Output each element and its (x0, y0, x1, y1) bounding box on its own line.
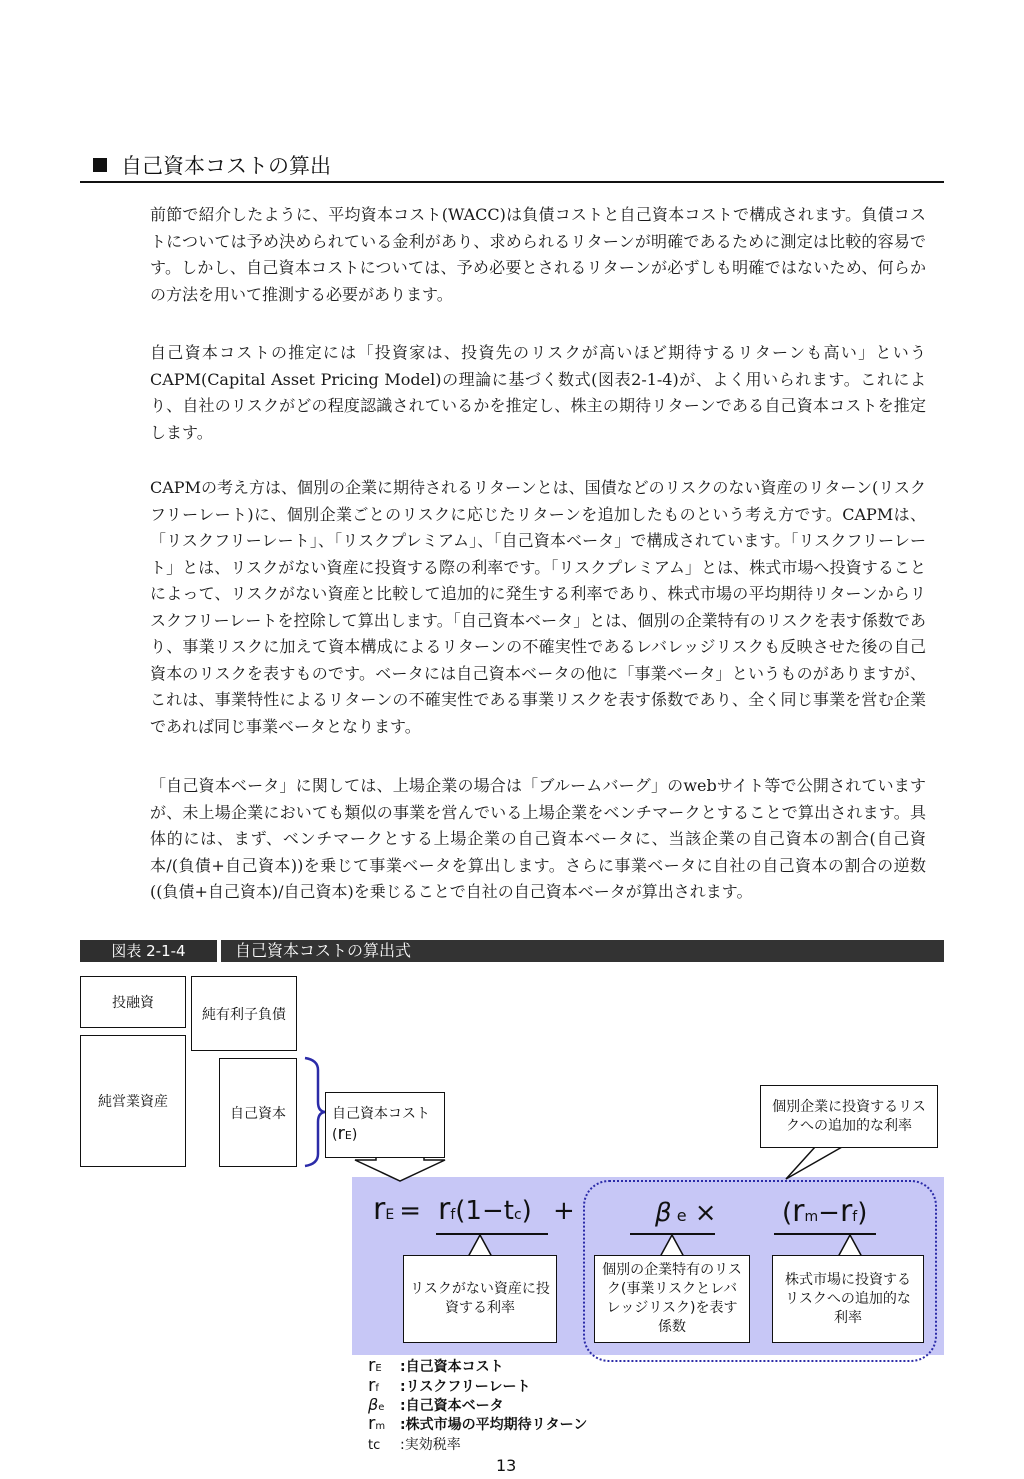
formula-lhs: rE = (373, 1192, 422, 1227)
callout-market: 株式市場に投資するリスクへの追加的な利率 (772, 1255, 924, 1343)
callout-equity-cost-line2: (rE) (332, 1123, 358, 1144)
paragraph-3: CAPMの考え方は、個別の企業に期待されるリターンとは、国債などのリスクのない資産のリターン(リスクフリーレート)に、個別企業ごとのリスクに応じたリターンを追加したものという考え方です。CAPMは、「リスクフリーレート」、「リスクプレミアム」、「自己資本ベータ」で構成されています。「リスクフリーレート」とは、リスクがない資産に投資する際の利率です。「リスクプレミアム」とは、株式市場へ投資することによって、リスクがない資産と比較して追加的に発生する利率であり、株式市場の平均期待リターンからリスクフリーレートを控除して算出します。「自己資本ベータ」とは、個別の企業特有のリスクを表す係数であり、事業リスクに加えて資本構成によるリターンの不確実性であるレバレッジリスクも反映させた後の自己資本のリスクを表すものです。ベータには自己資本ベータの他に「事業ベータ」というものがありますが、これは、事業特性によるリターンの不確実性である事業リスクを表す係数であり、全く同じ事業を営む企業であれば同じ事業ベータとなります。 (150, 478, 926, 736)
page-number: 13 (496, 1456, 517, 1475)
market-underline (774, 1233, 876, 1235)
callout-beta: 個別の企業特有のリスク(事業リスクとレバレッジリスク)を表す係数 (594, 1255, 750, 1343)
figure-title: 自己資本コストの算出式 (235, 941, 412, 960)
equity-cost-pointer (355, 1156, 445, 1181)
legend-item-rm: rm :株式市場の平均期待リターン (368, 1413, 588, 1434)
box-equity: 自己資本 (219, 1058, 297, 1167)
callout-equity-cost (325, 1092, 445, 1158)
box-net-operating-assets: 純営業資産 (80, 1035, 186, 1167)
beta-underline (630, 1233, 715, 1235)
callout-individual-risk: 個別企業に投資するリスクへの追加的な利率 (760, 1085, 938, 1148)
formula-market-premium-term: (rm−rf) (782, 1194, 868, 1229)
box-investment: 投融資 (80, 976, 186, 1028)
legend-item-tc: tc :実効税率 (368, 1437, 461, 1453)
legend-item-rf: rf :リスクフリーレート (368, 1375, 531, 1396)
formula-riskfree-term: rf(1−tc) (438, 1192, 532, 1227)
equity-brace (305, 1058, 326, 1166)
formula-beta-term: β e × (655, 1198, 717, 1228)
paragraph-2: 自己資本コストの推定には「投資家は、投資先のリスクが高いほど期待するリターンも高い」というCAPM(Capital Asset Pricing Model)の理論に基づく数式(図表2-1-4)が、よく用いられます。これにより、自社のリスクがどの程度認識されているかを推定し、株主の期待リターンである自己資本コストを推定します。 (150, 343, 926, 442)
figure-number: 図表 2-1-4 (80, 940, 217, 962)
formula-plus: + (553, 1196, 575, 1226)
riskfree-pointer (468, 1235, 492, 1257)
paragraph-1: 前節で紹介したように、平均資本コスト(WACC)は負債コストと自己資本コストで構成されます。負債コストについては予め決められている金利があり、求められるリターンが明確であるために測定は比較的容易です。しかし、自己資本コストについては、予め必要とされるリターンが必ずしも明確ではないため、何らかの方法を用いて推測する必要があります。 (150, 205, 926, 304)
top-right-pointer (786, 1147, 842, 1179)
riskfree-underline (436, 1233, 548, 1235)
market-pointer (838, 1235, 862, 1257)
callout-equity-cost-line1: 自己資本コスト (332, 1106, 430, 1122)
legend-item-re: rE :自己資本コスト (368, 1355, 504, 1376)
box-net-interest-debt: 純有利子負債 (191, 976, 297, 1051)
section-title: 自己資本コストの算出 (121, 154, 331, 178)
legend-item-beta: βe :自己資本ベータ (368, 1395, 504, 1414)
beta-pointer (660, 1235, 684, 1257)
paragraph-4: 「自己資本ベータ」に関しては、上場企業の場合は「ブルームバーグ」のwebサイト等で公開されていますが、未上場企業においても類似の事業を営んでいる上場企業をベンチマークとすることで算出されます。具体的には、まず、ベンチマークとする上場企業の自己資本ベータに、当該企業の自己資本の割合(自己資本/(負債+自己資本))を乗じて事業ベータを算出します。さらに事業ベータに自社の自己資本の割合の逆数((負債+自己資本)/自己資本)を乗じることで自社の自己資本ベータが算出されます。 (150, 776, 926, 901)
callout-riskfree: リスクがない資産に投資する利率 (403, 1255, 557, 1343)
